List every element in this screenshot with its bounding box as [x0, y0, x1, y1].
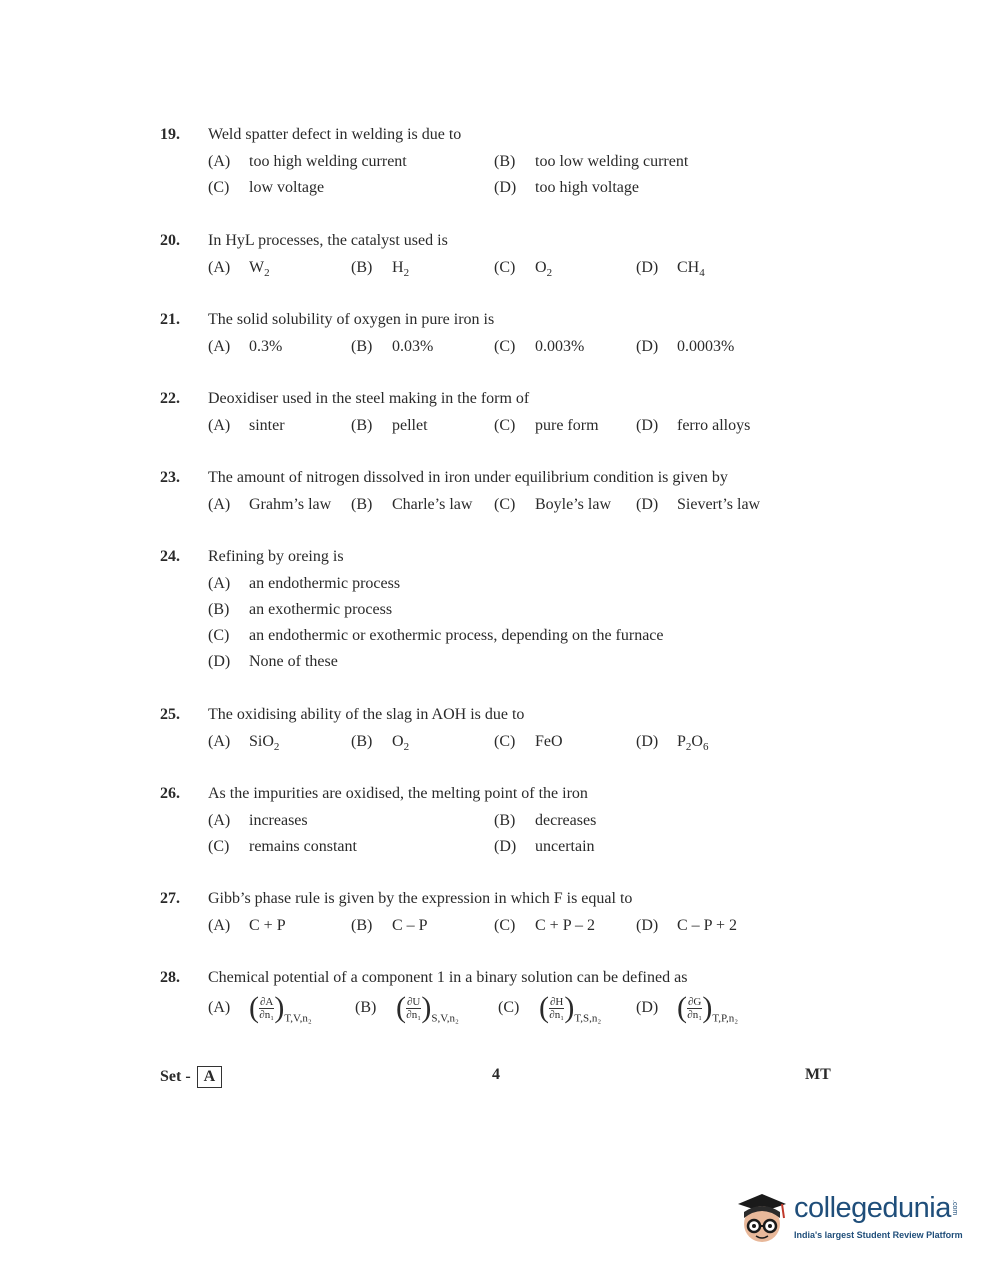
option-c: (C) pure form	[494, 417, 599, 434]
logo-tagline: India's largest Student Review Platform	[794, 1230, 963, 1240]
option-c: (C) FeO	[494, 733, 563, 750]
question-number: 22.	[160, 390, 180, 407]
page-number: 4	[492, 1066, 500, 1083]
question-number: 26.	[160, 785, 180, 802]
option-c: (C) ( $\frac{\partial H}{\text{∂n₁}}$ )$_{T,S,n_2}$	[498, 991, 602, 1025]
mascot-icon	[732, 1182, 792, 1252]
option-a: (A) ( $\frac{\partial A}{\text{∂n₁}}$ )$_{T,V,n_2}$	[208, 991, 312, 1025]
option-b: (B) $H_2$	[351, 259, 410, 280]
option-b: (B) an exothermic process	[208, 601, 393, 618]
option-d: (D) C – P + 2	[636, 917, 737, 934]
question-text: The solid solubility of oxygen in pure iron is	[208, 311, 495, 328]
question-number: 25.	[160, 706, 180, 723]
question-text: Refining by oreing is	[208, 548, 344, 565]
option-a: (A) C + P	[208, 917, 286, 934]
option-d: (D) ferro alloys	[636, 417, 751, 434]
option-a: (A) sinter	[208, 417, 285, 434]
question-text: Gibb’s phase rule is given by the expression in which F is equal to	[208, 890, 633, 907]
option-c: (C) 0.003%	[494, 338, 585, 355]
question-number: 20.	[160, 232, 180, 249]
question-number: 21.	[160, 311, 180, 328]
option-c: (C) remains constant	[208, 838, 357, 855]
option-d: (D) None of these	[208, 653, 338, 670]
option-c: (C) C + P – 2	[494, 917, 595, 934]
question-text: Weld spatter defect in welding is due to	[208, 126, 462, 143]
option-d: (D) too high voltage	[494, 179, 639, 196]
option-a: (A) increases	[208, 812, 308, 829]
option-b: (B) Charle’s law	[351, 496, 473, 513]
option-a: (A) $W_2$	[208, 259, 270, 280]
set-value: A	[197, 1066, 223, 1088]
question-number: 27.	[160, 890, 180, 907]
question-number: 23.	[160, 469, 180, 486]
option-c: (C) an endothermic or exothermic process, depending on the furnace	[208, 627, 664, 644]
question-text: In HyL processes, the catalyst used is	[208, 232, 448, 249]
set-label: Set -	[160, 1068, 191, 1085]
logo-dotcom: .com	[951, 1200, 958, 1216]
option-a: (A) 0.3%	[208, 338, 283, 355]
option-d: (D) $P_2O_6$	[636, 733, 709, 754]
option-a: (A) Grahm’s law	[208, 496, 332, 513]
question-text: As the impurities are oxidised, the melting point of the iron	[208, 785, 588, 802]
logo-text: collegedunia	[794, 1192, 951, 1224]
option-d: (D) Sievert’s law	[636, 496, 761, 513]
question-number: 24.	[160, 548, 180, 565]
option-c: (C) low voltage	[208, 179, 325, 196]
question-number: 19.	[160, 126, 180, 143]
option-c: (C) Boyle’s law	[494, 496, 611, 513]
question-text: Deoxidiser used in the steel making in the form of	[208, 390, 530, 407]
option-a: (A) an endothermic process	[208, 575, 401, 592]
option-a: (A) too high welding current	[208, 153, 407, 170]
option-d: (D) $CH_4$	[636, 259, 705, 280]
option-b: (B) pellet	[351, 417, 428, 434]
option-a: (A) SiO$_2$	[208, 733, 280, 754]
set-indicator	[160, 1066, 222, 1088]
option-b: (B) decreases	[494, 812, 597, 829]
option-b: (B) too low welding current	[494, 153, 689, 170]
option-b: (B) ( $\frac{\partial U}{\text{∂n₁}}$ )$_{S,V,n_2}$	[355, 991, 459, 1025]
option-b: (B) 0.03%	[351, 338, 434, 355]
option-c: (C) $O_2$	[494, 259, 553, 280]
question-text: The oxidising ability of the slag in AOH is due to	[208, 706, 525, 723]
option-d: (D) uncertain	[494, 838, 595, 855]
question-text: The amount of nitrogen dissolved in iron under equilibrium condition is given by	[208, 469, 728, 486]
option-b: (B) $O_2$	[351, 733, 410, 754]
question-text: Chemical potential of a component 1 in a binary solution can be defined as	[208, 969, 688, 986]
collegedunia-logo	[732, 1182, 962, 1252]
paper-code: MT	[805, 1066, 831, 1083]
option-b: (B) C – P	[351, 917, 428, 934]
question-number: 28.	[160, 969, 180, 986]
option-d: (D) 0.0003%	[636, 338, 735, 355]
option-d: (D) ( $\frac{\partial G}{\text{∂n₁}}$ )$_{T,P,n_2}$	[636, 991, 739, 1025]
